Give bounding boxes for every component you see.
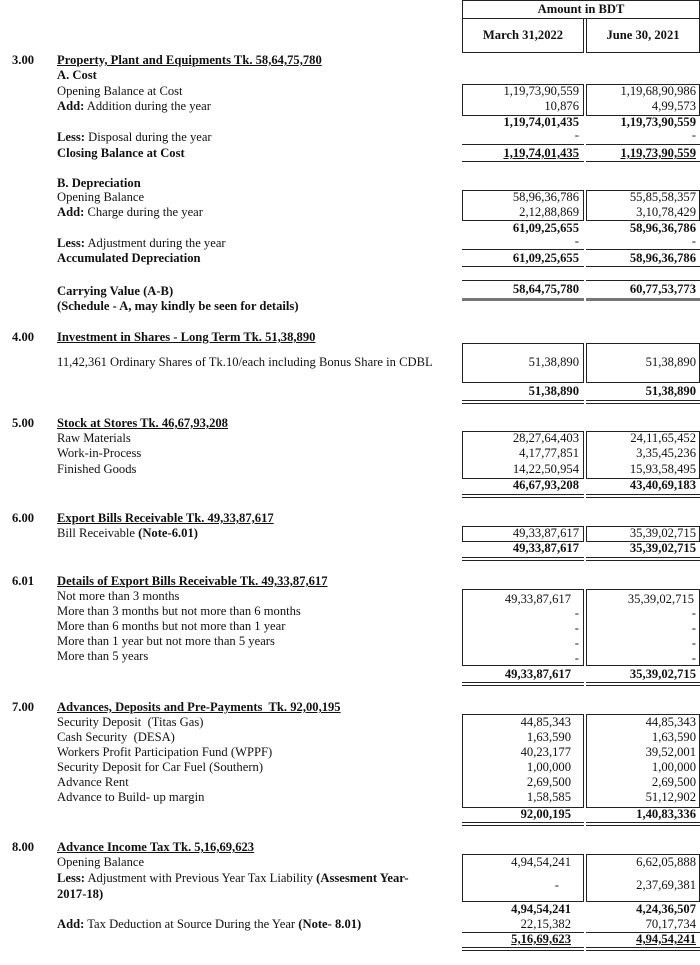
value-cell: 44,85,343 (645, 715, 696, 729)
value-cell: - (554, 878, 559, 892)
row-label-continuation: 2017-18) (57, 887, 104, 901)
note-number: 6.00 (12, 511, 35, 525)
value-cell: 49,33,87,617 (512, 526, 579, 540)
value-cell: 3,10,78,429 (636, 205, 696, 219)
value-cell: 51,38,890 (528, 355, 579, 369)
note-title: Advance Income Tax Tk. 5,16,69,623 (57, 840, 255, 854)
value-cell: 1,58,585 (526, 790, 571, 804)
double-rule (462, 557, 584, 561)
row-label: Opening Balance at Cost (57, 84, 183, 98)
total-cell: 58,64,75,780 (512, 282, 579, 296)
subtotal-cell: 1,19,74,01,435 (503, 115, 579, 129)
rule (586, 249, 700, 250)
double-rule (462, 822, 584, 826)
column-header-march-2022: March 31,2022 (462, 18, 584, 53)
row-label: Add: Addition during the year (57, 99, 211, 113)
rule (586, 266, 700, 267)
value-cell: - (691, 128, 696, 142)
double-rule (462, 400, 584, 404)
value-cell: 1,63,590 (526, 730, 571, 744)
value-cell: - (691, 234, 696, 248)
rule (462, 280, 584, 281)
value-cell: 2,12,88,869 (519, 205, 579, 219)
note-number: 6.01 (12, 574, 35, 588)
value-cell: 51,38,890 (645, 355, 696, 369)
schedule-note: (Schedule - A, may kindly be seen for details) (57, 299, 299, 313)
value-cell: 22,15,382 (520, 917, 571, 931)
row-label: 11,42,361 Ordinary Shares of Tk.10/each including Bonus Share in CDBL (57, 355, 433, 369)
note-title: Details of Export Bills Receivable Tk. 49,33,87,617 (57, 574, 328, 588)
row-label: Opening Balance (57, 190, 145, 204)
value-cell: - (691, 621, 696, 635)
value-cell: - (574, 606, 579, 620)
row-label: Less: Adjustment with Previous Year Tax Liability (Assesment Year- (57, 871, 409, 885)
subtotal-cell: 58,96,36,786 (629, 221, 696, 235)
rule (586, 144, 700, 145)
value-cell: 24,11,65,452 (630, 431, 696, 445)
row-label: Advance to Build- up margin (57, 790, 205, 804)
double-rule (586, 557, 700, 561)
value-cell: 3,35,45,236 (636, 446, 696, 460)
rule (462, 144, 584, 145)
row-label: Opening Balance (57, 855, 145, 869)
value-cell: 35,39,02,715 (627, 592, 694, 606)
row-label: More than 1 year but not more than 5 years (57, 634, 275, 648)
rule (462, 161, 584, 162)
value-cell: 49,33,87,617 (504, 592, 571, 606)
total-cell: 58,96,36,786 (629, 251, 696, 265)
value-cell: 1,19,68,90,986 (620, 84, 696, 98)
value-cell: - (691, 606, 696, 620)
row-label: Raw Materials (57, 431, 131, 445)
rule (586, 280, 700, 281)
value-cell: - (574, 621, 579, 635)
subtotal-cell: 4,94,54,241 (511, 902, 571, 916)
row-label: Work-in-Process (57, 446, 142, 460)
note-title: Investment in Shares - Long Term Tk. 51,38,890 (57, 330, 316, 344)
value-cell: 2,37,69,381 (636, 878, 696, 892)
row-label: Bill Receivable (Note-6.01) (57, 526, 198, 540)
double-rule (586, 822, 700, 826)
row-label: Finished Goods (57, 462, 137, 476)
value-cell: 28,27,64,403 (512, 431, 579, 445)
row-label: More than 6 months but not more than 1 year (57, 619, 286, 633)
value-cell: 35,39,02,715 (629, 526, 696, 540)
total-cell: 43,40,69,183 (629, 478, 696, 492)
value-cell: 55,85,58,357 (629, 190, 696, 204)
total-cell: 46,67,93,208 (512, 478, 579, 492)
value-cell: 39,52,001 (645, 745, 696, 759)
double-rule (586, 494, 700, 498)
row-label: Add: Charge during the year (57, 205, 203, 219)
row-label: Not more than 3 months (57, 589, 180, 603)
row-label: Add: Tax Deduction at Source During the Year (Note- 8.01) (57, 917, 362, 931)
double-rule (586, 682, 700, 686)
value-cell: 15,93,58,495 (629, 462, 696, 476)
row-label: Advance Rent (57, 775, 129, 789)
value-cell: 4,94,54,241 (511, 855, 571, 869)
value-cell: 58,96,36,786 (512, 190, 579, 204)
note-number: 3.00 (12, 53, 35, 67)
total-cell: 1,19,73,90,559 (620, 146, 696, 160)
row-label: More than 5 years (57, 649, 149, 663)
double-rule (462, 298, 584, 301)
value-cell: 51,12,902 (645, 790, 696, 804)
double-rule (462, 682, 584, 686)
value-cell: 1,00,000 (526, 760, 571, 774)
row-label: More than 3 months but not more than 6 months (57, 604, 301, 618)
subtotal-cell: 1,19,73,90,559 (620, 115, 696, 129)
value-cell: 1,63,590 (651, 730, 696, 744)
value-cell: - (574, 234, 579, 248)
section-heading-depreciation: B. Depreciation (57, 176, 141, 190)
total-cell: 35,39,02,715 (629, 541, 696, 555)
subtotal-cell: 4,24,36,507 (636, 902, 696, 916)
total-cell: 92,00,195 (520, 807, 571, 821)
value-cell: 1,00,000 (651, 760, 696, 774)
header-group-label: Amount in BDT (537, 2, 625, 16)
total-cell: 51,38,890 (528, 384, 579, 398)
total-cell: 35,39,02,715 (629, 667, 696, 681)
value-cell: 1,19,73,90,559 (503, 84, 579, 98)
row-label: Workers Profit Participation Fund (WPPF) (57, 745, 273, 759)
rule (462, 249, 584, 250)
note-title: Property, Plant and Equipments Tk. 58,64,75,780 (57, 53, 322, 67)
value-cell: 70,17,734 (645, 917, 696, 931)
value-cell: - (574, 128, 579, 142)
row-label: Security Deposit for Car Fuel (Southern) (57, 760, 264, 774)
double-rule (586, 298, 700, 301)
value-cell: 44,85,343 (520, 715, 571, 729)
total-cell: 49,33,87,617 (512, 541, 579, 555)
value-cell: 4,99,573 (651, 99, 696, 113)
double-rule (462, 494, 584, 498)
row-label: Accumulated Depreciation (57, 251, 201, 265)
value-cell: 14,22,50,954 (512, 462, 579, 476)
note-title: Advances, Deposits and Pre-Payments Tk. 92,00,195 (57, 700, 341, 714)
value-cell: - (691, 651, 696, 665)
row-label: Less: Adjustment during the year (57, 236, 226, 250)
section-heading-cost: A. Cost (57, 68, 97, 82)
note-number: 7.00 (12, 700, 35, 714)
subtotal-cell: 61,09,25,655 (512, 221, 579, 235)
value-cell: - (691, 636, 696, 650)
note-title: Export Bills Receivable Tk. 49,33,87,617 (57, 511, 274, 525)
total-cell: 4,94,54,241 (636, 932, 696, 946)
value-cell: - (574, 651, 579, 665)
value-cell: 2,69,500 (651, 775, 696, 789)
total-cell: 5,16,69,623 (511, 932, 571, 946)
rule (586, 161, 700, 162)
value-cell: - (574, 636, 579, 650)
total-cell: 1,40,83,336 (636, 807, 696, 821)
row-label: Closing Balance at Cost (57, 146, 185, 160)
row-label: Carrying Value (A-B) (57, 284, 174, 298)
amount-in-bdt-header (462, 0, 700, 19)
total-cell: 51,38,890 (645, 384, 696, 398)
value-cell: 4,17,77,851 (519, 446, 579, 460)
total-cell: 60,77,53,773 (629, 282, 696, 296)
note-number: 4.00 (12, 330, 35, 344)
rule (462, 266, 584, 267)
row-label: Security Deposit (Titas Gas) (57, 715, 204, 729)
value-cell: 10,876 (544, 99, 579, 113)
double-rule (586, 947, 700, 951)
double-rule (586, 400, 700, 404)
double-rule (462, 947, 584, 951)
note-title: Stock at Stores Tk. 46,67,93,208 (57, 416, 228, 430)
total-cell: 1,19,74,01,435 (503, 146, 579, 160)
note-number: 8.00 (12, 840, 35, 854)
row-label: Cash Security (DESA) (57, 730, 175, 744)
value-cell: 40,23,177 (520, 745, 571, 759)
total-cell: 61,09,25,655 (512, 251, 579, 265)
total-cell: 49,33,87,617 (504, 667, 571, 681)
note-number: 5.00 (12, 416, 35, 430)
column-header-june-2021: June 30, 2021 (586, 18, 700, 53)
value-cell: 6,62,05,888 (636, 855, 696, 869)
value-cell: 2,69,500 (526, 775, 571, 789)
row-label: Less: Disposal during the year (57, 130, 212, 144)
